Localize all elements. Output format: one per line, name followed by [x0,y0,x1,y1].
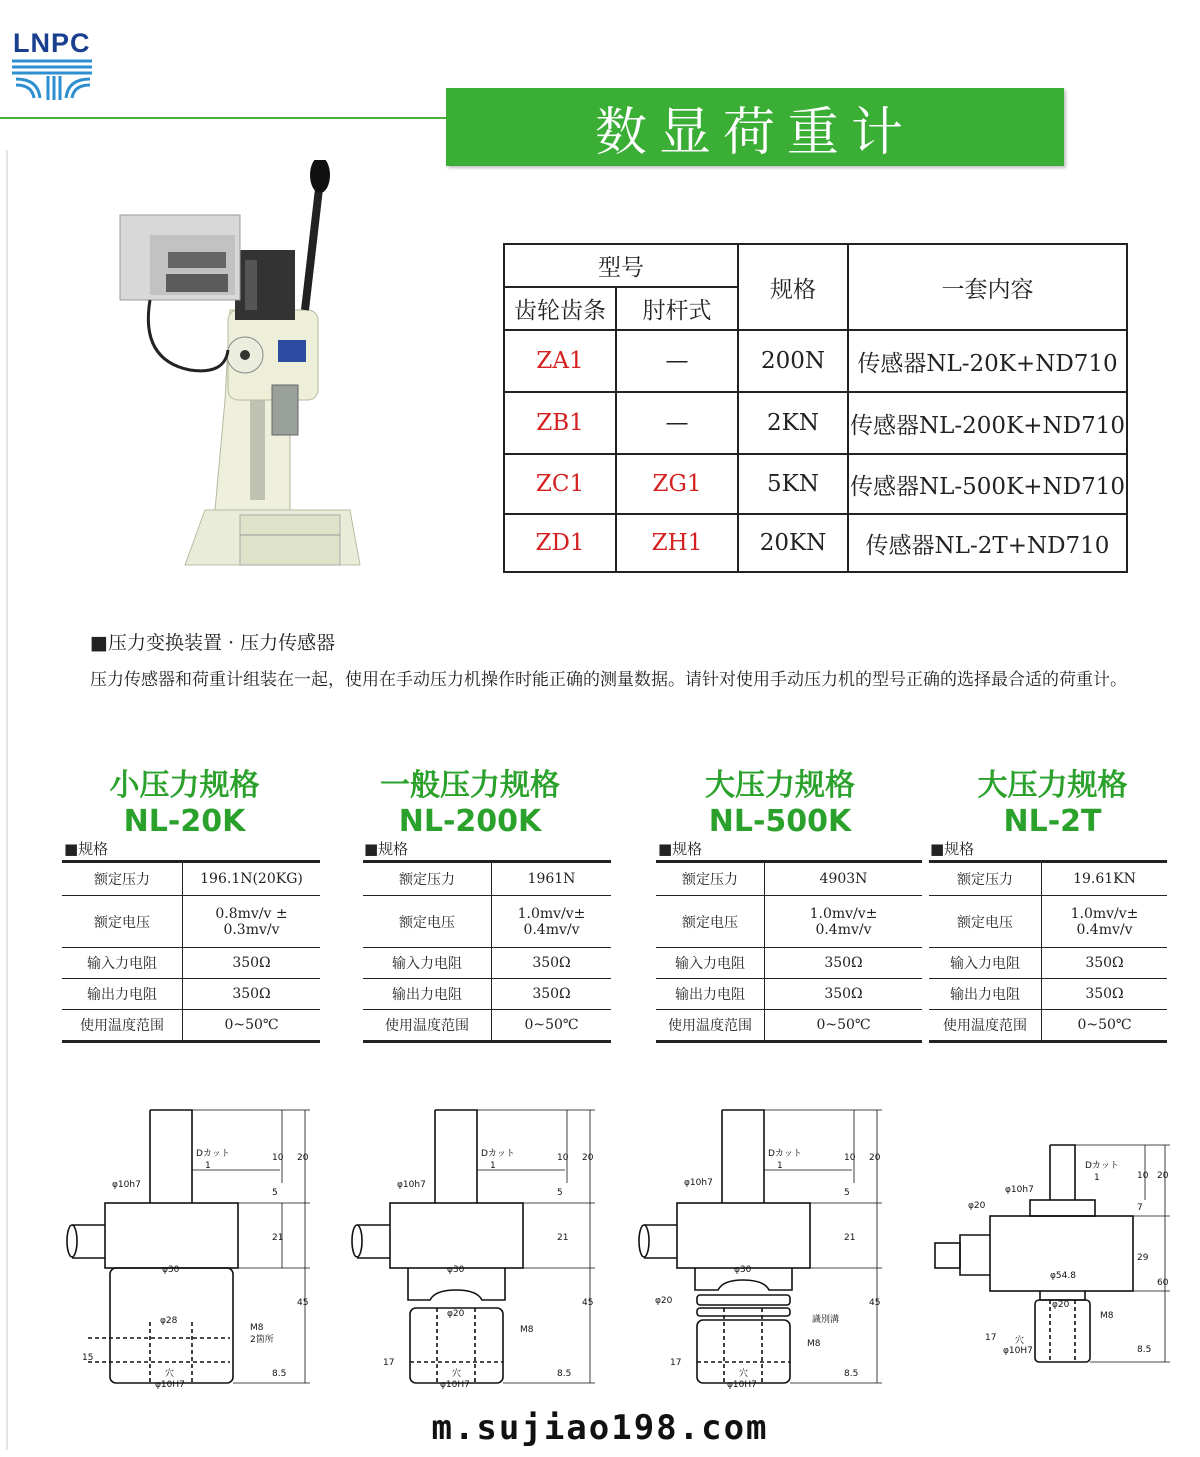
contents-value: 传感器NL-500K+ND710 [848,454,1127,514]
dim-label: 17 [670,1358,682,1368]
dim-label: 1 [777,1161,783,1171]
dim-label: 60 [1157,1278,1169,1288]
spec-value: 196.1N(20KG) [183,862,321,896]
dim-label: 穴 [739,1369,749,1379]
spec-value: 0.8mv/v ± [215,905,288,922]
toggle-model: — [616,392,738,454]
dim-label: 5 [272,1188,278,1198]
spec-value: 0~50℃ [492,1010,612,1042]
category-model: NL-2T [1003,804,1102,839]
page-title: 数显荷重计 [446,88,1064,166]
drawing-nl-500k [639,1110,882,1383]
dim-label: Dカット [196,1149,230,1159]
dim-label: 1 [1094,1173,1100,1183]
category-title-2 [360,768,580,840]
spec-value: 350Ω [183,948,321,979]
rack-header: 齿轮齿条 [504,287,616,330]
toggle-model: ZH1 [616,514,738,572]
spec-value: 350Ω [765,979,923,1010]
dim-label: φ20 [968,1201,986,1211]
dim-label: φ10H7 [727,1380,757,1390]
spec-key: 额定电压 [656,896,765,948]
spec-value: 1.0mv/v± [809,905,878,922]
spec-table-3 [656,860,922,1043]
spec-key: 使用温度范围 [62,1010,183,1042]
dim-label: Dカット [481,1149,515,1159]
dim-label: 21 [557,1233,569,1243]
dim-label: Dカット [768,1149,802,1159]
dim-label: Dカット [1085,1161,1119,1171]
dim-label: 8.5 [557,1369,572,1379]
spec-key: 额定电压 [62,896,183,948]
spec-value: 19.61KN [1042,862,1168,896]
table-row [504,392,1127,454]
dim-label: φ10H7 [1003,1346,1033,1356]
dim-label: 45 [869,1298,881,1308]
dim-label: 1 [490,1161,496,1171]
rack-model: ZC1 [504,454,616,514]
dim-label: 10 [272,1153,284,1163]
spec-value: 20KN [738,514,848,572]
rack-model: ZD1 [504,514,616,572]
spec-value: 350Ω [183,979,321,1010]
dim-label: 21 [844,1233,856,1243]
spec-key: 使用温度范围 [656,1010,765,1042]
header-rule [0,117,446,119]
dim-label: 1 [205,1161,211,1171]
dim-label: φ10H7 [155,1380,185,1390]
dim-label: φ30 [162,1265,180,1275]
dim-label: 17 [985,1333,997,1343]
spec-key: 使用温度范围 [929,1010,1042,1042]
drawing-nl-200k [352,1110,595,1383]
spec-value: 0~50℃ [765,1010,923,1042]
spec-value: 4903N [765,862,923,896]
spec-value: 0~50℃ [1042,1010,1168,1042]
spec-value: 2KN [738,392,848,454]
dim-label: 識別溝 [812,1315,840,1325]
dim-label: 20 [869,1153,881,1163]
dim-label: 15 [82,1353,94,1363]
spec-value-line2: 0.4mv/v [523,921,580,938]
section-heading: ■压力变换装置 · 压力传感器 [90,632,336,654]
spec-key: 额定压力 [656,862,765,896]
category-name: 小压力规格 [109,768,260,803]
dim-label: φ54.8 [1050,1271,1076,1281]
spec-value: 1961N [492,862,612,896]
technical-drawings [0,1100,1200,1405]
spec-table-4 [929,860,1167,1043]
spec-label: ■规格 [658,840,703,858]
spec-key: 额定电压 [363,896,492,948]
table-row [504,454,1127,514]
press-product-image [110,160,480,600]
spec-key: 额定压力 [929,862,1042,896]
category-name: 大压力规格 [977,768,1128,803]
spec-header: 规格 [738,244,848,330]
company-logo-text: LNPC [13,28,91,58]
spec-label: ■规格 [930,840,975,858]
spec-value: 350Ω [492,979,612,1010]
toggle-header: 肘杆式 [616,287,738,330]
dim-label: 穴 [165,1369,175,1379]
rack-model: ZB1 [504,392,616,454]
spec-value: 350Ω [1042,948,1168,979]
dim-label: 10 [844,1153,856,1163]
dim-label: φ10H7 [440,1380,470,1390]
category-title-1 [62,768,307,840]
dim-label: φ28 [160,1316,178,1326]
footer-site-url: m.sujiao198.com [431,1408,769,1448]
dim-label: φ10h7 [112,1180,141,1190]
dim-label: 2箇所 [250,1335,274,1345]
spec-value-line2: 0.3mv/v [223,921,280,938]
spec-table-2 [363,860,611,1043]
spec-key: 输入力电阻 [656,948,765,979]
dim-label: 17 [383,1358,395,1368]
spec-value: 350Ω [1042,979,1168,1010]
spec-key: 输出力电阻 [363,979,492,1010]
dim-label: 10 [1137,1171,1149,1181]
spec-value-line2: 0.4mv/v [1076,921,1133,938]
dim-label: φ10h7 [684,1178,713,1188]
dim-label: 8.5 [1137,1345,1152,1355]
table-row [504,330,1127,392]
category-title-3 [660,768,900,840]
dim-label: 8.5 [844,1369,859,1379]
section-paragraph: 压力传感器和荷重计组装在一起，使用在手动压力机操作时能正确的测量数据。请针对使用手动压力机的型号正确的选择最合适的荷重计。 [90,670,1127,690]
dim-label: 穴 [1015,1336,1025,1346]
dim-label: φ10h7 [1005,1185,1034,1195]
spec-key: 使用温度范围 [363,1010,492,1042]
dim-label: 29 [1137,1253,1149,1263]
dim-label: φ20 [1052,1300,1070,1310]
toggle-model: ZG1 [616,454,738,514]
spec-value-line2: 0.4mv/v [815,921,872,938]
dim-label: 45 [582,1298,594,1308]
spec-value: 350Ω [765,948,923,979]
dim-label: 20 [582,1153,594,1163]
dim-label: φ20 [447,1309,465,1319]
dim-label: 5 [557,1188,563,1198]
category-model: NL-200K [398,804,542,839]
dim-label: 5 [844,1188,850,1198]
contents-value: 传感器NL-200K+ND710 [848,392,1127,454]
spec-value: 350Ω [492,948,612,979]
category-model: NL-500K [708,804,852,839]
spec-label: ■规格 [364,840,409,858]
drawing-nl-2t [935,1145,1170,1362]
dim-label: φ30 [447,1265,465,1275]
spec-label: ■规格 [64,840,109,858]
dim-label: M8 [1100,1311,1114,1321]
contents-value: 传感器NL-2T+ND710 [848,514,1127,572]
spec-key: 输出力电阻 [656,979,765,1010]
spec-key: 额定压力 [62,862,183,896]
spec-value: 1.0mv/v± [1070,905,1139,922]
spec-value: 0~50℃ [183,1010,321,1042]
dim-label: M8 [807,1339,821,1349]
dim-label: 45 [297,1298,309,1308]
dim-label: 穴 [452,1369,462,1379]
contents-value: 传感器NL-20K+ND710 [848,330,1127,392]
spec-key: 输出力电阻 [929,979,1042,1010]
dim-label: 20 [1157,1171,1169,1181]
spec-key: 输入力电阻 [62,948,183,979]
model-table [503,243,1128,573]
category-model: NL-20K [123,804,246,839]
dim-label: 21 [272,1233,284,1243]
table-row [504,514,1127,572]
dim-label: 8.5 [272,1369,287,1379]
dim-label: φ20 [655,1296,673,1306]
dim-label: φ30 [734,1265,752,1275]
model-header: 型号 [504,244,738,287]
spec-key: 额定压力 [363,862,492,896]
category-title-4 [935,768,1170,840]
contents-header: 一套内容 [848,244,1127,330]
dim-label: M8 [520,1325,534,1335]
spec-key: 输出力电阻 [62,979,183,1010]
dim-label: M8 [250,1323,264,1333]
spec-table-1 [62,860,320,1043]
spec-key: 输入力电阻 [929,948,1042,979]
spec-value: 200N [738,330,848,392]
dim-label: 10 [557,1153,569,1163]
category-name: 大压力规格 [705,768,855,803]
toggle-model: — [616,330,738,392]
company-logo-icon [12,58,96,102]
dim-label: 7 [1137,1203,1143,1213]
rack-model: ZA1 [504,330,616,392]
spec-value: 1.0mv/v± [517,905,586,922]
spec-key: 额定电压 [929,896,1042,948]
category-name: 一般压力规格 [380,768,560,803]
dim-label: 20 [297,1153,309,1163]
spec-value: 5KN [738,454,848,514]
dim-label: φ10h7 [397,1180,426,1190]
spec-key: 输入力电阻 [363,948,492,979]
